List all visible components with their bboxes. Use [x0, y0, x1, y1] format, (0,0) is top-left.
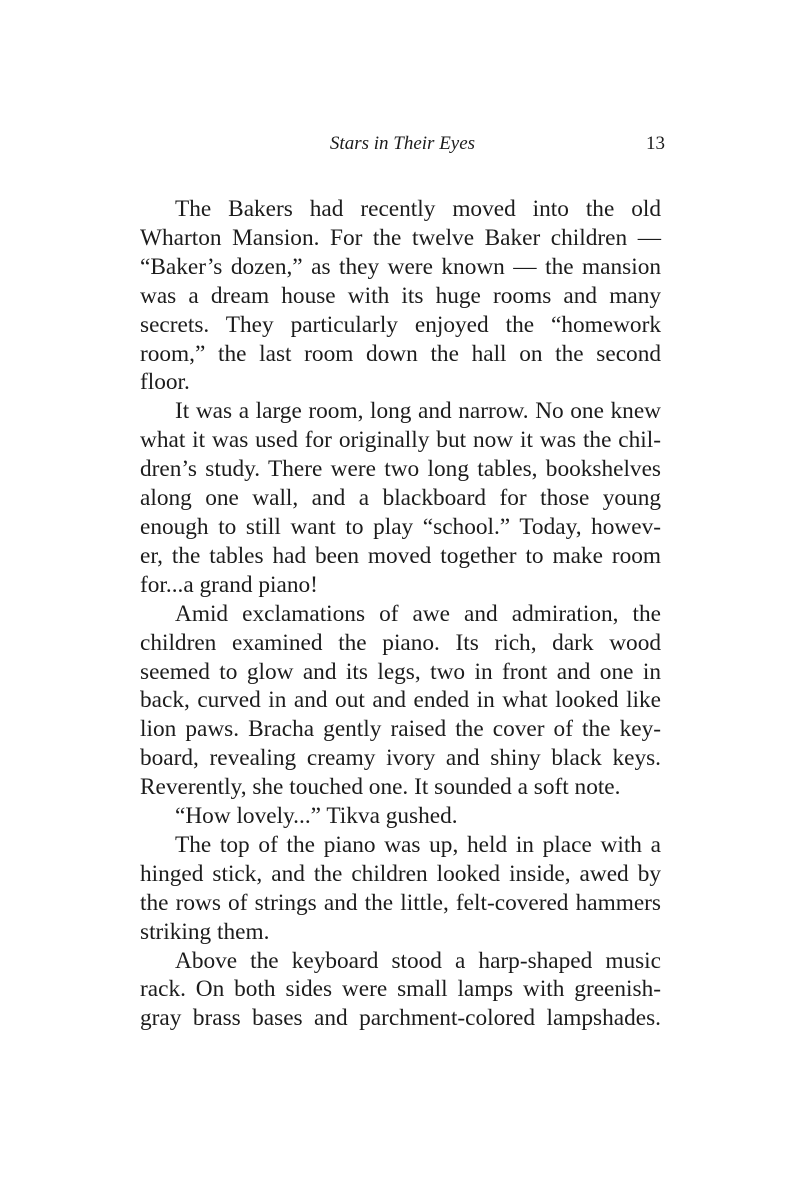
text-line: secrets. They particularly enjoyed the “homework — [140, 311, 661, 338]
text-line: “Baker’s dozen,” as they were known — the mansion — [140, 253, 661, 280]
text-line: The Bakers had recently moved into the old — [175, 196, 661, 222]
text-line: dren’s study. There were two long tables, bookshelves — [140, 456, 661, 483]
text-line: gray brass bases and parchment-colored lampshades. — [140, 1005, 661, 1032]
body-text — [140, 195, 661, 1033]
paragraph — [140, 831, 661, 947]
text-line: Above the keyboard stood a harp-shaped music — [175, 947, 661, 974]
text-line: the rows of strings and the little, felt-covered hammers — [140, 889, 661, 916]
text-line: what it was used for originally but now it was the chil- — [140, 427, 661, 454]
text-line: striking them. — [140, 918, 270, 945]
text-line: was a dream house with its huge rooms and many — [140, 282, 661, 309]
text-line: lion paws. Bracha gently raised the cover of the key- — [140, 716, 661, 743]
paragraph — [140, 947, 661, 1034]
text-line: Amid exclamations of awe and admiration, the — [175, 600, 661, 627]
running-title: Stars in Their Eyes — [329, 133, 476, 154]
text-line: room,” the last room down the hall on the second — [140, 340, 661, 367]
text-line: children examined the piano. Its rich, dark wood — [140, 629, 661, 656]
text-line: hinged stick, and the children looked inside, awed by — [140, 860, 661, 887]
text-line: along one wall, and a blackboard for those young — [140, 485, 661, 512]
text-line: rack. On both sides were small lamps with greenish- — [140, 976, 661, 1003]
text-line: for...a grand piano! — [140, 571, 318, 598]
text-line: back, curved in and out and ended in what looked like — [140, 687, 661, 714]
paragraph — [140, 600, 661, 802]
text-line: Reverently, she touched one. It sounded a soft note. — [140, 774, 621, 801]
running-head — [140, 131, 665, 157]
text-line: enough to still want to play “school.” Today, howev- — [140, 513, 661, 540]
text-line: seemed to glow and its legs, two in front and one in — [140, 658, 661, 685]
text-line: er, the tables had been moved together to make room — [140, 542, 661, 569]
text-line: “How lovely...” Tikva gushed. — [175, 803, 458, 830]
paragraph — [140, 195, 661, 397]
paragraph — [140, 397, 661, 599]
page-number: 13 — [646, 133, 665, 154]
text-line: It was a large room, long and narrow. No one knew — [175, 398, 661, 425]
text-line: Wharton Mansion. For the twelve Baker children — — [140, 224, 661, 251]
paragraph — [140, 802, 661, 831]
text-line: floor. — [140, 369, 190, 396]
text-line: The top of the piano was up, held in place with a — [175, 831, 661, 858]
text-line: board, revealing creamy ivory and shiny black keys. — [140, 745, 661, 772]
